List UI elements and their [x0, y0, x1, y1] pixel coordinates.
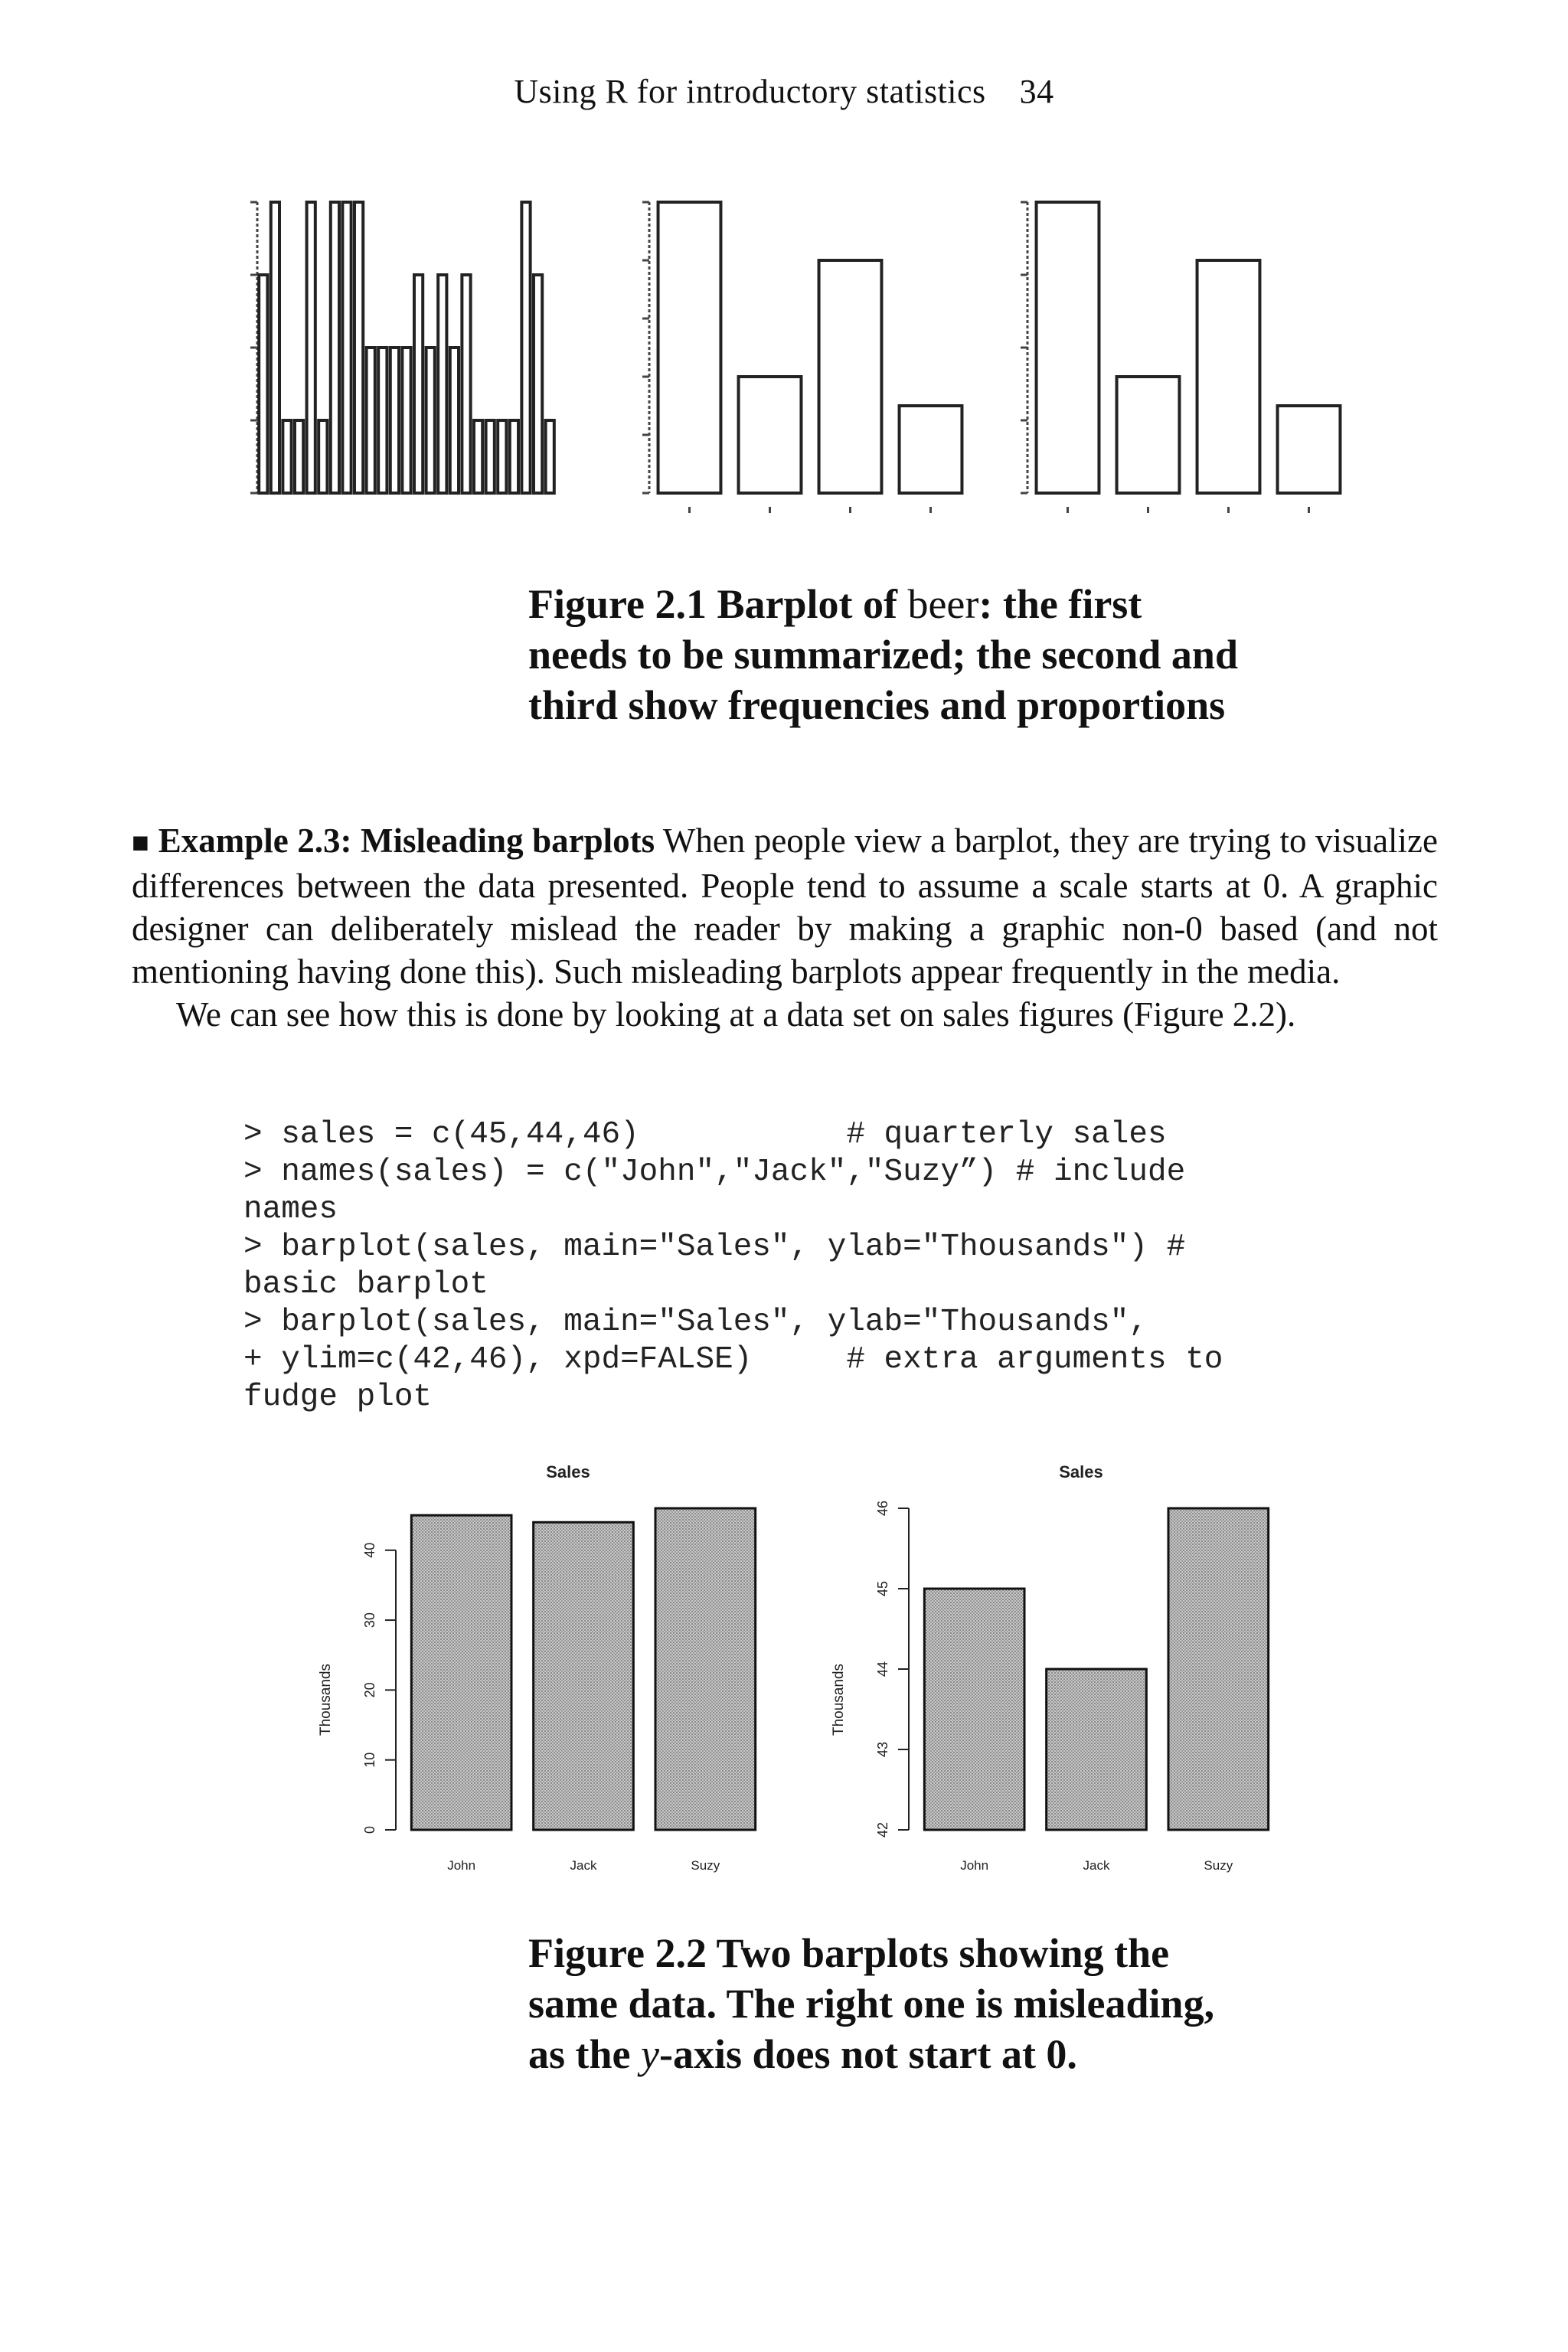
x-tick-label: John	[447, 1858, 476, 1873]
y-tick-label: 30	[362, 1612, 377, 1628]
example-paragraph-1	[132, 819, 1438, 993]
bar	[819, 260, 882, 493]
code-line: > barplot(sales, main="Sales", ylab="Thousands") #	[243, 1230, 1186, 1265]
bar	[378, 348, 387, 493]
x-tick-label: John	[960, 1858, 989, 1873]
bar	[295, 420, 303, 493]
beer-raw-barplot	[250, 202, 554, 493]
bar	[259, 275, 267, 493]
code-line: + ylim=c(42,46), xpd=FALSE) # extra arguments to	[243, 1342, 1223, 1377]
caption-code: beer	[907, 581, 979, 627]
example-heading: Example 2.3: Misleading barplots	[158, 822, 655, 860]
example-text	[132, 819, 1438, 1036]
bar	[900, 406, 962, 493]
bar	[1168, 1508, 1269, 1830]
bar	[271, 202, 279, 493]
beer-frequency-barplot	[642, 202, 962, 513]
y-tick-label: 10	[362, 1752, 377, 1768]
bar	[367, 348, 375, 493]
bar	[438, 275, 446, 493]
caption-label: Figure 2.1 Barplot of	[528, 581, 897, 627]
bar	[402, 348, 410, 493]
running-title: Using R for introductory statistics	[514, 73, 986, 110]
x-tick-label: Suzy	[691, 1858, 720, 1873]
x-tick-label: Jack	[1083, 1858, 1110, 1873]
bar	[658, 202, 721, 493]
bar	[1197, 260, 1260, 493]
bar	[510, 420, 518, 493]
bar	[414, 275, 423, 493]
figure-2-1	[230, 184, 1363, 544]
bar	[331, 202, 339, 493]
bar	[1117, 377, 1180, 493]
caption-part-1: Figure 2.2 Two barplots showing the same data. The right one is misleading, as the	[528, 1930, 1215, 2077]
code-line: basic barplot	[243, 1267, 488, 1302]
x-tick-label: Suzy	[1204, 1858, 1233, 1873]
bar	[521, 202, 530, 493]
page-number: 34	[1019, 73, 1054, 110]
example-body-1: When people view a barplot, they are trying to visualize differences between the data presented. People tend to assume a scale starts at 0. A graphic designer can deliberately mislead the reader by making a graphic non-0 based (and not mentioning having done this). Such misleading barplots appear frequently in the media.	[132, 822, 1438, 991]
bar	[534, 275, 542, 493]
sales-barplot-zero-based	[302, 1455, 777, 1899]
bar	[307, 202, 315, 493]
beer-proportion-barplot	[1021, 202, 1340, 513]
code-line: > barplot(sales, main="Sales", ylab="Thousands",	[243, 1305, 1148, 1340]
bar	[450, 348, 459, 493]
code-line: > sales = c(45,44,46) # quarterly sales	[243, 1117, 1167, 1152]
x-tick-label: Jack	[570, 1858, 597, 1873]
bar	[1278, 406, 1341, 493]
bar	[1037, 202, 1099, 493]
bar	[318, 420, 327, 493]
caption-var: y	[641, 2031, 659, 2077]
chart-title: Sales	[546, 1462, 590, 1481]
code-line: fudge plot	[243, 1380, 433, 1415]
code-listing	[243, 1116, 1223, 1416]
bar	[474, 420, 482, 493]
bar	[655, 1508, 756, 1830]
y-axis-label: Thousands	[831, 1663, 847, 1736]
y-tick-label: 43	[875, 1741, 890, 1758]
y-axis-label: Thousands	[318, 1663, 334, 1736]
caption-part-2: -axis does not start at 0.	[658, 2031, 1077, 2077]
bar	[1047, 1669, 1147, 1830]
bar	[342, 202, 351, 493]
chart-title: Sales	[1059, 1462, 1103, 1481]
bar	[411, 1515, 511, 1830]
caption-rest: : the first needs to be summarized; the second and third show frequencies and proportions	[528, 581, 1238, 728]
y-tick-label: 44	[875, 1661, 890, 1677]
example-marker: ■	[132, 827, 150, 859]
y-tick-label: 46	[875, 1500, 890, 1517]
y-tick-label: 0	[362, 1825, 377, 1834]
figure-2-1-caption	[528, 579, 1248, 730]
bar	[546, 420, 554, 493]
bar	[486, 420, 495, 493]
bar	[426, 348, 435, 493]
bar	[534, 1522, 634, 1830]
y-tick-label: 42	[875, 1821, 890, 1838]
figure-2-2-caption	[528, 1928, 1248, 2079]
bar	[283, 420, 291, 493]
code-line: names	[243, 1192, 338, 1227]
bar	[354, 202, 363, 493]
y-tick-label: 20	[362, 1682, 377, 1698]
bar	[390, 348, 399, 493]
y-tick-label: 45	[875, 1580, 890, 1597]
bar	[739, 377, 802, 493]
bar	[498, 420, 506, 493]
code-line: > names(sales) = c("John","Jack","Suzy”) # include	[243, 1155, 1186, 1190]
example-paragraph-2: We can see how this is done by looking at a data set on sales figures (Figure 2.2).	[176, 995, 1296, 1034]
bar	[462, 275, 470, 493]
running-header	[0, 72, 1568, 111]
sales-barplot-misleading	[815, 1455, 1290, 1899]
y-tick-label: 40	[362, 1542, 377, 1558]
bar	[924, 1589, 1024, 1830]
